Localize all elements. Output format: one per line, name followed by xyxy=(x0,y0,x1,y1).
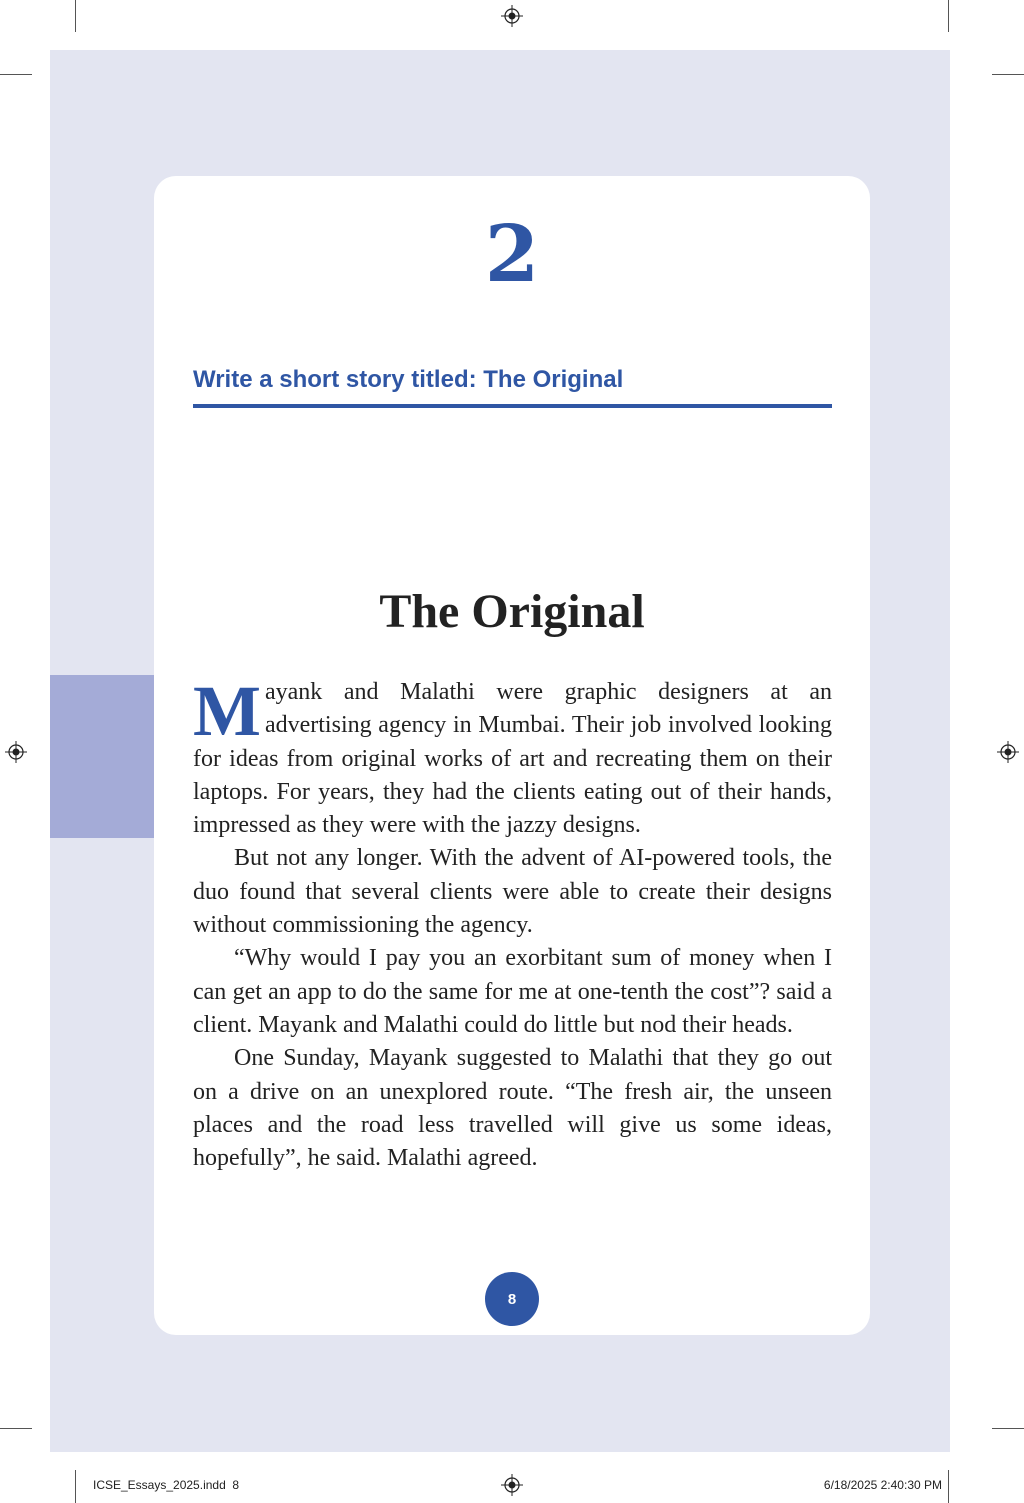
paragraph-text: ayank and Malathi were graphic designers at an advertising agency in Mumbai. Their job involved looking for ideas from original works of art and recreating them on their laptops. For years, they had the clients eating out of their hands, impressed as they were with the jazzy designs. xyxy=(193,679,832,839)
registration-mark-icon xyxy=(501,5,523,27)
story-title: The Original xyxy=(379,585,645,638)
slug-file-page: 8 xyxy=(232,1478,240,1492)
registration-mark-icon xyxy=(5,741,27,763)
question-prompt: Write a short story titled: The Original xyxy=(193,366,624,393)
slug-file-info xyxy=(93,1478,239,1492)
crop-mark xyxy=(992,1428,1024,1429)
crop-mark xyxy=(0,74,32,75)
slug-timestamp: 6/18/2025 2:40:30 PM xyxy=(823,1478,942,1492)
story-paragraph-4: One Sunday, Mayank suggested to Malathi that they go out on a drive on an unexplored route. “The fresh air, the unseen places and the road less travelled will give us some ideas, hopefully”, he said. Malathi agreed. xyxy=(193,1045,832,1172)
crop-mark xyxy=(992,74,1024,75)
drop-cap: M xyxy=(193,671,261,751)
page-number-badge: 8 xyxy=(485,1272,539,1326)
slug-filename: ICSE_Essays_2025.indd xyxy=(93,1478,226,1492)
registration-mark-icon xyxy=(501,1474,523,1496)
story-paragraph-3: “Why would I pay you an exorbitant sum of money when I can get an app to do the same for me at one-tenth the cost”? said a client. Mayank and Malathi could do little but nod their heads. xyxy=(193,945,832,1038)
content-card xyxy=(154,176,870,1335)
story-paragraph-1 xyxy=(193,671,832,842)
crop-mark xyxy=(948,0,949,32)
crop-mark xyxy=(0,1428,32,1429)
story-paragraph-2: But not any longer. With the advent of AI-powered tools, the duo found that several clients were able to create their designs without commissioning the agency. xyxy=(193,845,832,939)
chapter-side-tab xyxy=(50,675,154,838)
crop-mark xyxy=(75,0,76,32)
story-body xyxy=(193,671,832,1175)
chapter-number: 2 xyxy=(484,209,540,300)
crop-mark xyxy=(948,1470,949,1503)
registration-mark-icon xyxy=(997,741,1019,763)
crop-mark xyxy=(75,1470,76,1503)
prompt-underline xyxy=(193,404,832,408)
